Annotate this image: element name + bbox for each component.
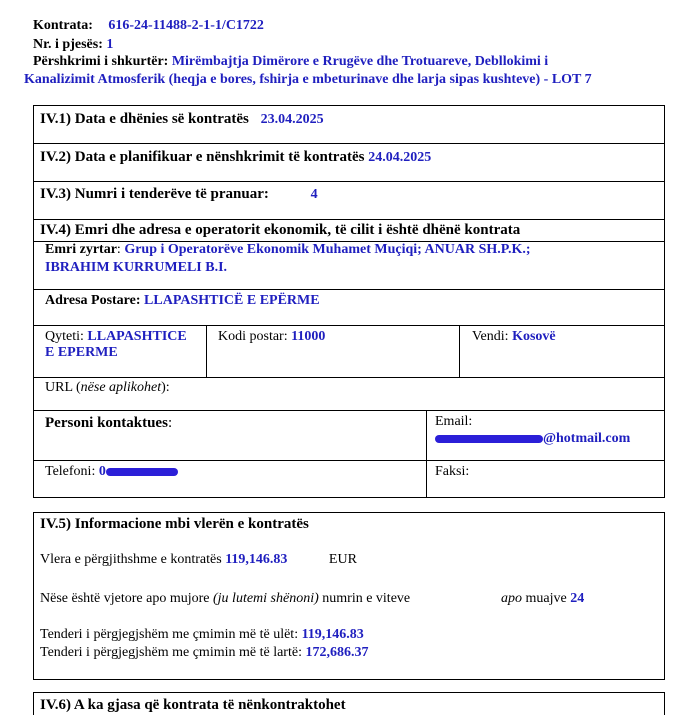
months-label: muajve (525, 591, 567, 606)
annual-monthly-row (40, 591, 410, 607)
postal-address-value: LLAPASHTICË E EPËRME (144, 293, 320, 308)
months-value: 24 (570, 591, 585, 606)
url-note: nëse aplikohet (80, 380, 162, 395)
divider (33, 410, 665, 411)
phone-label: Telefoni: (45, 464, 96, 479)
contact-person-colon: : (167, 415, 173, 431)
contract-number: 616-24-11488-2-1-1/C1722 (108, 18, 264, 33)
lowest-tender-label: Tenderi i përgjegjshëm me çmimin më të ulët: (40, 627, 299, 642)
description-line2: Kanalizimit Atmosferik (heqja e bores, fshirja e mbeturinave dhe larja sipas kushteve) - LOT 7 (24, 72, 592, 87)
official-name-value-line2: IBRAHIM KURRUMELI B.I. (45, 260, 228, 275)
divider (33, 143, 665, 144)
official-name-value: Grup i Operatorëve Ekonomik Muhamet Muçiqi; ANUAR SH.P.K.; (124, 242, 531, 257)
redacted-phone-mark (106, 468, 178, 476)
total-value-row (40, 552, 357, 568)
email-label: Email: (435, 414, 473, 429)
years-label: numrin e viteve (322, 591, 411, 606)
url-row (45, 380, 170, 396)
description-label: Përshkrimi i shkurtër: (33, 54, 169, 69)
section-iv2 (40, 149, 431, 166)
signing-date-value: 24.04.2025 (368, 150, 432, 165)
part-label: Nr. i pjesës: (33, 37, 103, 52)
divider (426, 410, 427, 498)
country-value: Kosovë (512, 329, 556, 344)
contract-label: Kontrata: (33, 18, 93, 33)
divider (33, 325, 665, 326)
total-value-label: Vlera e përgjithshme e kontratës (40, 552, 222, 567)
postal-code-label: Kodi postar: (218, 329, 288, 344)
part-row (33, 37, 113, 53)
official-name-row: Emri zyrtar: Grup i Operatorëve Ekonomik Muhamet Muçiqi; ANUAR SH.P.K.; (45, 242, 531, 257)
official-name-label: Emri zyrtar (45, 242, 117, 257)
city-value-line1: LLAPASHTICE (87, 329, 187, 344)
section-iv5-heading: IV.5) Informacione mbi vlerën e kontratës (40, 516, 309, 532)
email-domain: @hotmail.com (543, 431, 631, 446)
redacted-email-mark (435, 435, 543, 443)
city-cell (45, 329, 187, 345)
phone-row (45, 464, 178, 480)
contact-person-label: Personi kontaktues (45, 415, 168, 431)
section-iv6-heading: IV.6) A ka gjasa që kontrata të nënkontraktohet (40, 697, 346, 713)
months-cell (501, 591, 584, 607)
city-value-line2: E EPERME (45, 345, 118, 360)
email-value (435, 431, 630, 447)
description-line1: Mirëmbajtja Dimërore e Rrugëve dhe Trotuareve, Debllokimi i (171, 54, 549, 69)
tenders-count-value: 4 (310, 187, 318, 202)
tenders-count-label: IV.3) Numri i tenderëve të pranuar: (40, 186, 269, 202)
section-iv3 (40, 186, 318, 203)
postal-code-value: 11000 (291, 329, 326, 344)
annual-monthly-note: (ju lutemi shënoni) (213, 591, 319, 606)
award-date-value: 23.04.2025 (260, 112, 324, 127)
section-iv4-heading: IV.4) Emri dhe adresa e operatorit ekonomik, të cilit i është dhënë kontrata (40, 222, 521, 238)
lowest-tender-row (40, 627, 364, 643)
divider (33, 181, 665, 182)
postal-address-row (45, 293, 320, 309)
contract-row (33, 18, 264, 34)
divider (33, 377, 665, 378)
divider (33, 460, 665, 461)
highest-tender-row (40, 645, 368, 661)
divider (206, 325, 207, 377)
postal-code-cell (218, 329, 325, 345)
country-cell (472, 329, 556, 345)
city-label: Qyteti: (45, 329, 84, 344)
or-word: apo (501, 591, 522, 606)
award-date-label: IV.1) Data e dhënies së kontratës (40, 111, 249, 127)
divider (459, 325, 460, 377)
highest-tender-value: 172,686.37 (305, 645, 369, 660)
total-value-amount: 119,146.83 (225, 552, 288, 567)
signing-date-label: IV.2) Data e planifikuar e nënshkrimit të kontratës (40, 149, 365, 165)
annual-monthly-label: Nëse është vjetore apo mujore (40, 591, 210, 606)
lowest-tender-value: 119,146.83 (301, 627, 364, 642)
contact-person-row (45, 415, 172, 432)
url-label-tail: ): (161, 380, 170, 395)
divider (33, 289, 665, 290)
fax-label: Faksi: (435, 464, 470, 479)
postal-address-label: Adresa Postare: (45, 293, 141, 308)
country-label: Vendi: (472, 329, 509, 344)
divider (33, 219, 665, 220)
url-label: URL ( (45, 380, 81, 395)
highest-tender-label: Tenderi i përgjegjshëm me çmimin më të lartë: (40, 645, 302, 660)
section-iv1 (40, 111, 324, 128)
description-row (33, 54, 548, 70)
part-number: 1 (106, 37, 114, 52)
phone-prefix: 0 (98, 464, 106, 479)
currency: EUR (328, 552, 357, 567)
